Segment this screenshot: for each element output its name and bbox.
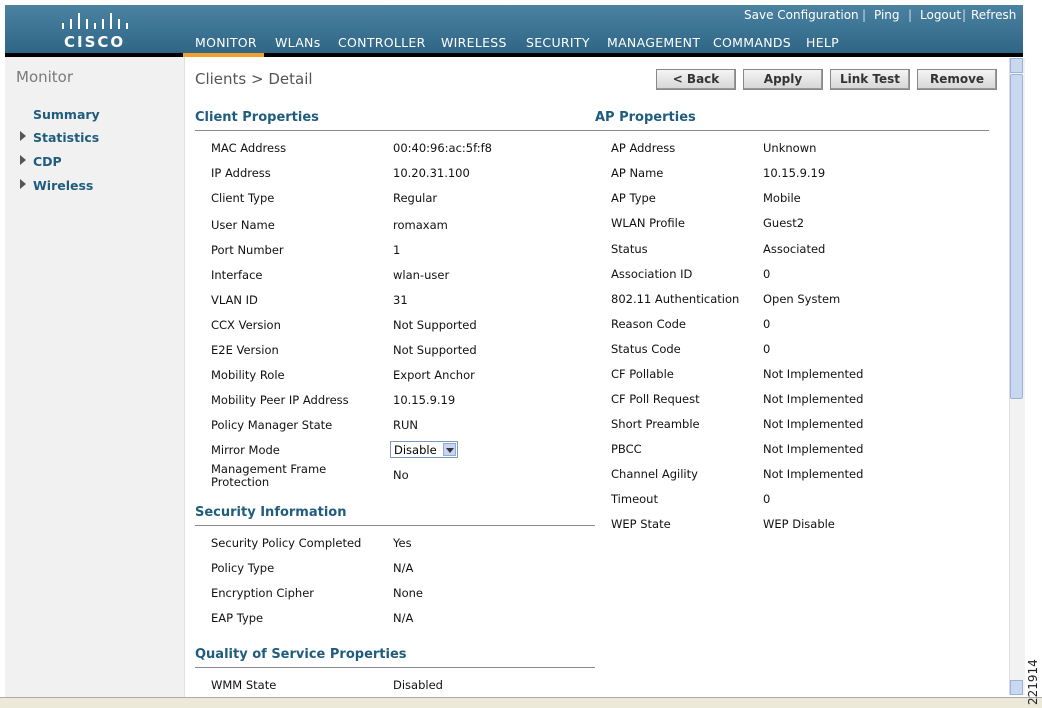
field-label: Reason Code [611,317,687,331]
field-label: Association ID [611,267,693,281]
menu-management[interactable]: MANAGEMENT [607,35,701,50]
field-label: EAP Type [211,611,264,625]
field-value: WEP Disable [763,517,835,531]
field-value: 0 [763,492,771,506]
active-tab-indicator [183,53,264,57]
remove-button[interactable]: Remove [917,69,997,90]
field-label: Status Code [611,342,681,356]
field-value: 00:40:96:ac:5f:f8 [393,141,492,155]
apply-button[interactable]: Apply [743,69,823,90]
save-configuration-link[interactable]: Save Configuration [744,8,859,22]
field-label: AP Type [611,191,656,205]
field-label: Port Number [211,243,284,257]
expand-arrow-icon[interactable] [20,131,26,141]
field-label: AP Name [611,166,664,180]
sidebar [5,57,185,697]
menu-monitor[interactable]: MONITOR [195,35,257,50]
field-value: 0 [763,317,771,331]
field-value: 10.15.9.19 [763,166,826,180]
field-value: 10.15.9.19 [393,393,456,407]
field-label: WLAN Profile [611,216,685,230]
menu-wireless[interactable]: WIRELESS [441,35,507,50]
field-label: CF Pollable [611,367,674,381]
field-value: RUN [393,418,419,432]
field-value: Disabled [393,678,443,692]
ap-properties-heading: AP Properties [595,110,696,125]
field-value: Regular [393,191,438,205]
field-label: CCX Version [211,318,281,332]
sidebar-item-wireless[interactable]: Wireless [33,178,94,193]
scroll-down-icon[interactable] [1010,680,1023,695]
field-value: N/A [393,561,414,575]
figure-number: 221914 [1026,659,1040,705]
page-title: Clients > Detail [195,70,313,88]
util-separator: | [908,8,913,22]
expand-arrow-icon[interactable] [20,179,26,189]
field-value: Export Anchor [393,368,475,382]
field-value: romaxam [393,218,448,232]
field-value: Unknown [763,141,817,155]
field-label: Policy Type [211,561,275,575]
section-divider [195,667,595,668]
field-value: Guest2 [763,216,805,230]
field-value: 1 [393,243,401,257]
field-value: Not Supported [393,318,477,332]
link-test-button[interactable]: Link Test [830,69,910,90]
field-value: N/A [393,611,414,625]
field-value: 0 [763,342,771,356]
field-label: Management Frame Protection [211,462,327,489]
field-label: Security Policy Completed [211,536,362,550]
field-value: Yes [393,536,412,550]
cisco-logo: CISCO [64,33,126,51]
field-label: Interface [211,268,263,282]
top-header-bar [5,5,1023,53]
menu-help[interactable]: HELP [806,35,839,50]
ping-link[interactable]: Ping [874,8,900,22]
scrollbar-thumb[interactable] [1010,74,1023,399]
field-value: Open System [763,292,841,306]
field-label: AP Address [611,141,676,155]
field-value: Associated [763,242,826,256]
field-label: WMM State [211,678,277,692]
field-value: 10.20.31.100 [393,166,470,180]
field-value: Not Implemented [763,417,864,431]
field-label: Mobility Peer IP Address [211,393,349,407]
util-separator: | [862,8,867,22]
refresh-link[interactable]: Refresh [971,8,1017,22]
menu-commands[interactable]: COMMANDS [713,35,791,50]
field-label: IP Address [211,166,271,180]
menu-security[interactable]: SECURITY [526,35,590,50]
field-label: MAC Address [211,141,287,155]
field-label: CF Poll Request [611,392,700,406]
field-value: Not Supported [393,343,477,357]
field-value: Mobile [763,191,801,205]
field-value: Not Implemented [763,392,864,406]
field-label: Client Type [211,191,275,205]
field-label: User Name [211,218,275,232]
menu-wlans[interactable]: WLANs [275,35,321,50]
util-separator: | [962,8,967,22]
field-label: Mobility Role [211,368,285,382]
menu-controller[interactable]: CONTROLLER [338,35,426,50]
browser-status-bar [0,697,1042,708]
sidebar-item-summary[interactable]: Summary [33,107,100,122]
logout-link[interactable]: Logout [920,8,962,22]
field-value: 31 [393,293,408,307]
mirror-mode-value: Disable [394,443,437,457]
chevron-down-icon[interactable] [443,443,456,456]
field-value: No [393,468,409,482]
field-label: PBCC [611,442,642,456]
field-label: Channel Agility [611,467,698,481]
field-label: VLAN ID [211,293,258,307]
field-label: Encryption Cipher [211,586,315,600]
client-properties-heading: Client Properties [195,110,319,125]
security-information-heading: Security Information [195,505,347,520]
field-label: Short Preamble [611,417,700,431]
field-value: Not Implemented [763,442,864,456]
field-label: 802.11 Authentication [611,292,740,306]
sidebar-item-statistics[interactable]: Statistics [33,130,100,145]
expand-arrow-icon[interactable] [20,155,26,165]
field-label: Status [611,242,648,256]
section-divider [195,525,595,526]
field-value: Not Implemented [763,467,864,481]
field-label: E2E Version [211,343,279,357]
field-value: 0 [763,267,771,281]
field-label: Policy Manager State [211,418,333,432]
section-divider [595,130,989,131]
back-button[interactable]: < Back [656,69,736,90]
field-label: Timeout [611,492,658,506]
field-label: Mirror Mode [211,443,280,457]
field-label: WEP State [611,517,671,531]
sidebar-title: Monitor [16,68,74,86]
scroll-up-icon[interactable] [1010,58,1023,73]
section-divider [195,130,595,131]
field-value: None [393,586,424,600]
field-value: Not Implemented [763,367,864,381]
sidebar-item-cdp[interactable]: CDP [33,154,62,169]
qos-properties-heading: Quality of Service Properties [195,647,407,662]
mirror-mode-select[interactable] [390,441,458,458]
field-value: wlan-user [393,268,450,282]
